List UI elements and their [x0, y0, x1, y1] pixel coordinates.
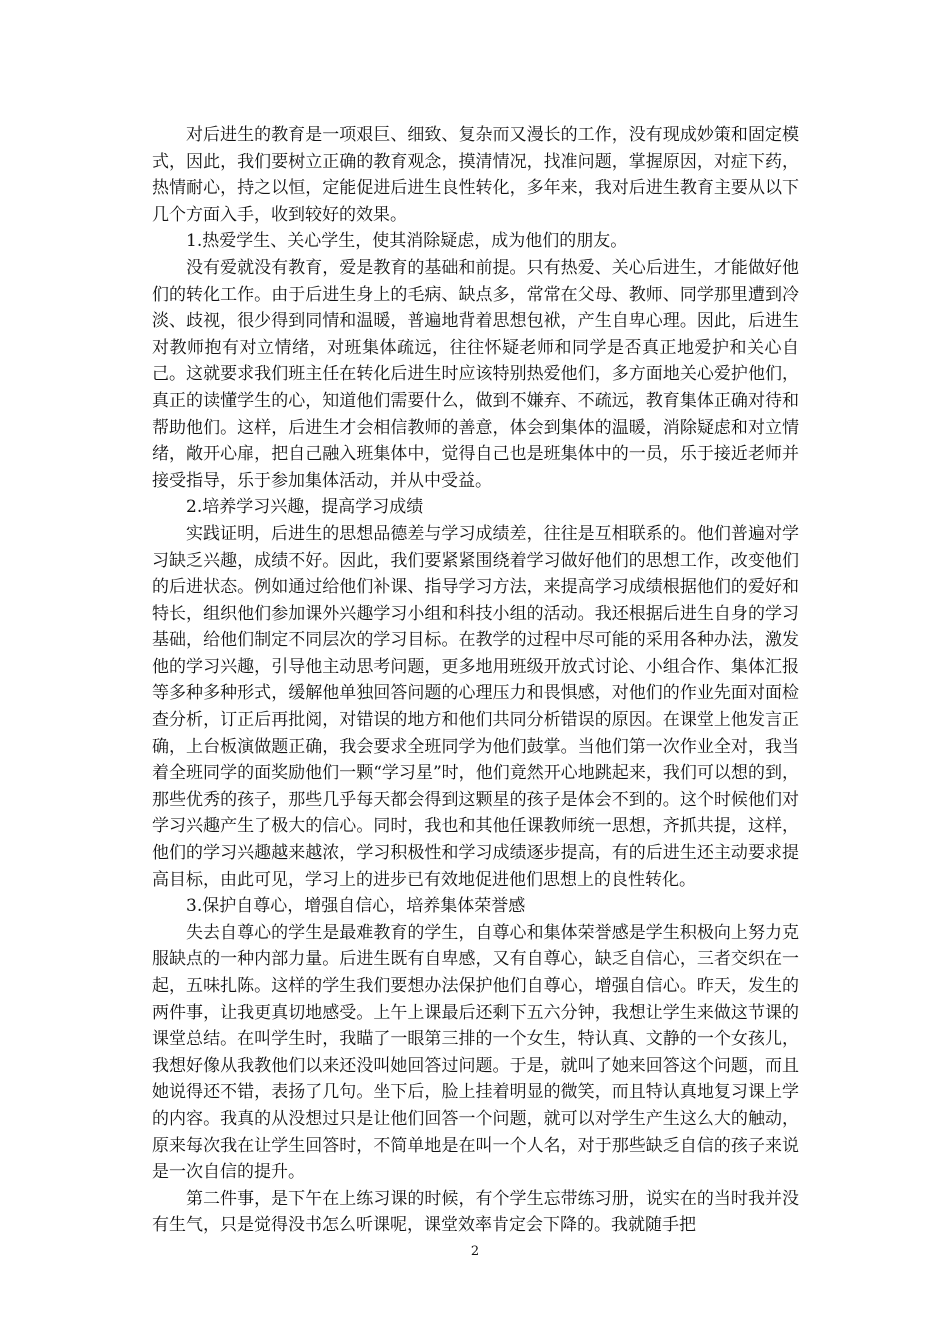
section-heading-3: 3.保护自尊心，增强自信心，培养集体荣誉感 [186, 896, 526, 917]
paragraph-second-event: 第二件事，是下午在上练习课的时候，有个学生忘带练习册，说实在的当时我并没有生气，只是觉得没书怎么听课呢，课堂效率肯定会下降的。我就随手把 [152, 1188, 799, 1236]
page-number: 2 [470, 1244, 480, 1259]
paragraph-intro: 对后进生的教育是一项艰巨、细致、复杂而又漫长的工作，没有现成妙策和固定模式，因此，我们要树立正确的教育观念，摸清情况，找准问题，掌握原因，对症下药，热情耐心，持之以恒，定能促进后进生良性转化，多年来，我对后进生教育主要从以下几个方面入手，收到较好的效果。 [152, 125, 799, 225]
document-body [152, 122, 799, 1239]
section-heading-1: 1.热爱学生、关心学生，使其消除疑虑，成为他们的朋友。 [186, 231, 628, 252]
paragraph-section-3: 失去自尊心的学生是最难教育的学生，自尊心和集体荣誉感是学生积极向上努力克服缺点的一种内部力量。后进生既有自卑感，又有自尊心，缺乏自信心，三者交织在一起，五味扎陈。这样的学生我们要想办法保护他们自尊心，增强自信心。昨天，发生的两件事，让我更真切地感受。上午上课最后还剩下五六分钟，我想让学生来做这节课的课堂总结。在叫学生时，我瞄了一眼第三排的一个女生，特认真、文静的一个女孩儿，我想好像从我教他们以来还没叫她回答过问题。于是，就叫了她来回答这个问题，而且她说得还不错，表扬了几句。坐下后，脸上挂着明显的微笑，而且特认真地复习课上学的内容。我真的从没想过只是让他们回答一个问题，就可以对学生产生这么大的触动，原来每次我在让学生回答时，不简单地是在叫一个人名，对于那些缺乏自信的孩子来说是一次自信的提升。 [152, 922, 799, 1183]
paragraph-section-1: 没有爱就没有教育，爱是教育的基础和前提。只有热爱、关心后进生，才能做好他们的转化工作。由于后进生身上的毛病、缺点多，常常在父母、教师、同学那里遭到冷淡、歧视，很少得到同情和温暖，普遍地背着思想包袱，产生自卑心理。因此，后进生对教师抱有对立情绪，对班集体疏远，往往怀疑老师和同学是否真正地爱护和关心自己。这就要求我们班主任在转化后进生时应该特别热爱他们，多方面地关心爱护他们，真正的读懂学生的心，知道他们需要什么，做到不嫌弃、不疏远，教育集体正确对待和帮助他们。这样，后进生才会相信教师的善意，体会到集体的温暖，消除疑虑和对立情绪，敞开心扉，把自己融入班集体中，觉得自己也是班集体中的一员，乐于接近老师并接受指导，乐于参加集体活动，并从中受益。 [152, 257, 799, 491]
paragraph-section-2: 实践证明，后进生的思想品德差与学习成绩差，往往是互相联系的。他们普遍对学习缺乏兴趣，成绩不好。因此，我们要紧紧围绕着学习做好他们的思想工作，改变他们的后进状态。例如通过给他们补课、指导学习方法，来提高学习成绩根据他们的爱好和特长，组织他们参加课外兴趣学习小组和科技小组的活动。我还根据后进生自身的学习基础，给他们制定不同层次的学习目标。在教学的过程中尽可能的采用各种办法，激发他的学习兴趣，引导他主动思考问题，更多地用班级开放式讨论、小组合作、集体汇报等多种多种形式，缓解他单独回答问题的心理压力和畏惧感，对他们的作业先面对面检查分析，订正后再批阅，对错误的地方和他们共同分析错误的原因。在课堂上他发言正确，上台板演做题正确，我会要求全班同学为他们鼓掌。当他们第一次作业全对，我当着全班同学的面奖励他们一颗“学习星”时，他们竟然开心地跳起来，我们可以想的到，那些优秀的孩子，那些几乎每天都会得到这颗星的孩子是体会不到的。这个时候他们对学习兴趣产生了极大的信心。同时，我也和其他任课教师统一思想，齐抓共提，这样，他们的学习兴趣越来越浓，学习积极性和学习成绩逐步提高，有的后进生还主动要求提高目标，由此可见，学习上的进步已有效地促进他们思想上的良性转化。 [152, 523, 799, 890]
section-heading-2: 2.培养学习兴趣，提高学习成绩 [186, 497, 424, 518]
